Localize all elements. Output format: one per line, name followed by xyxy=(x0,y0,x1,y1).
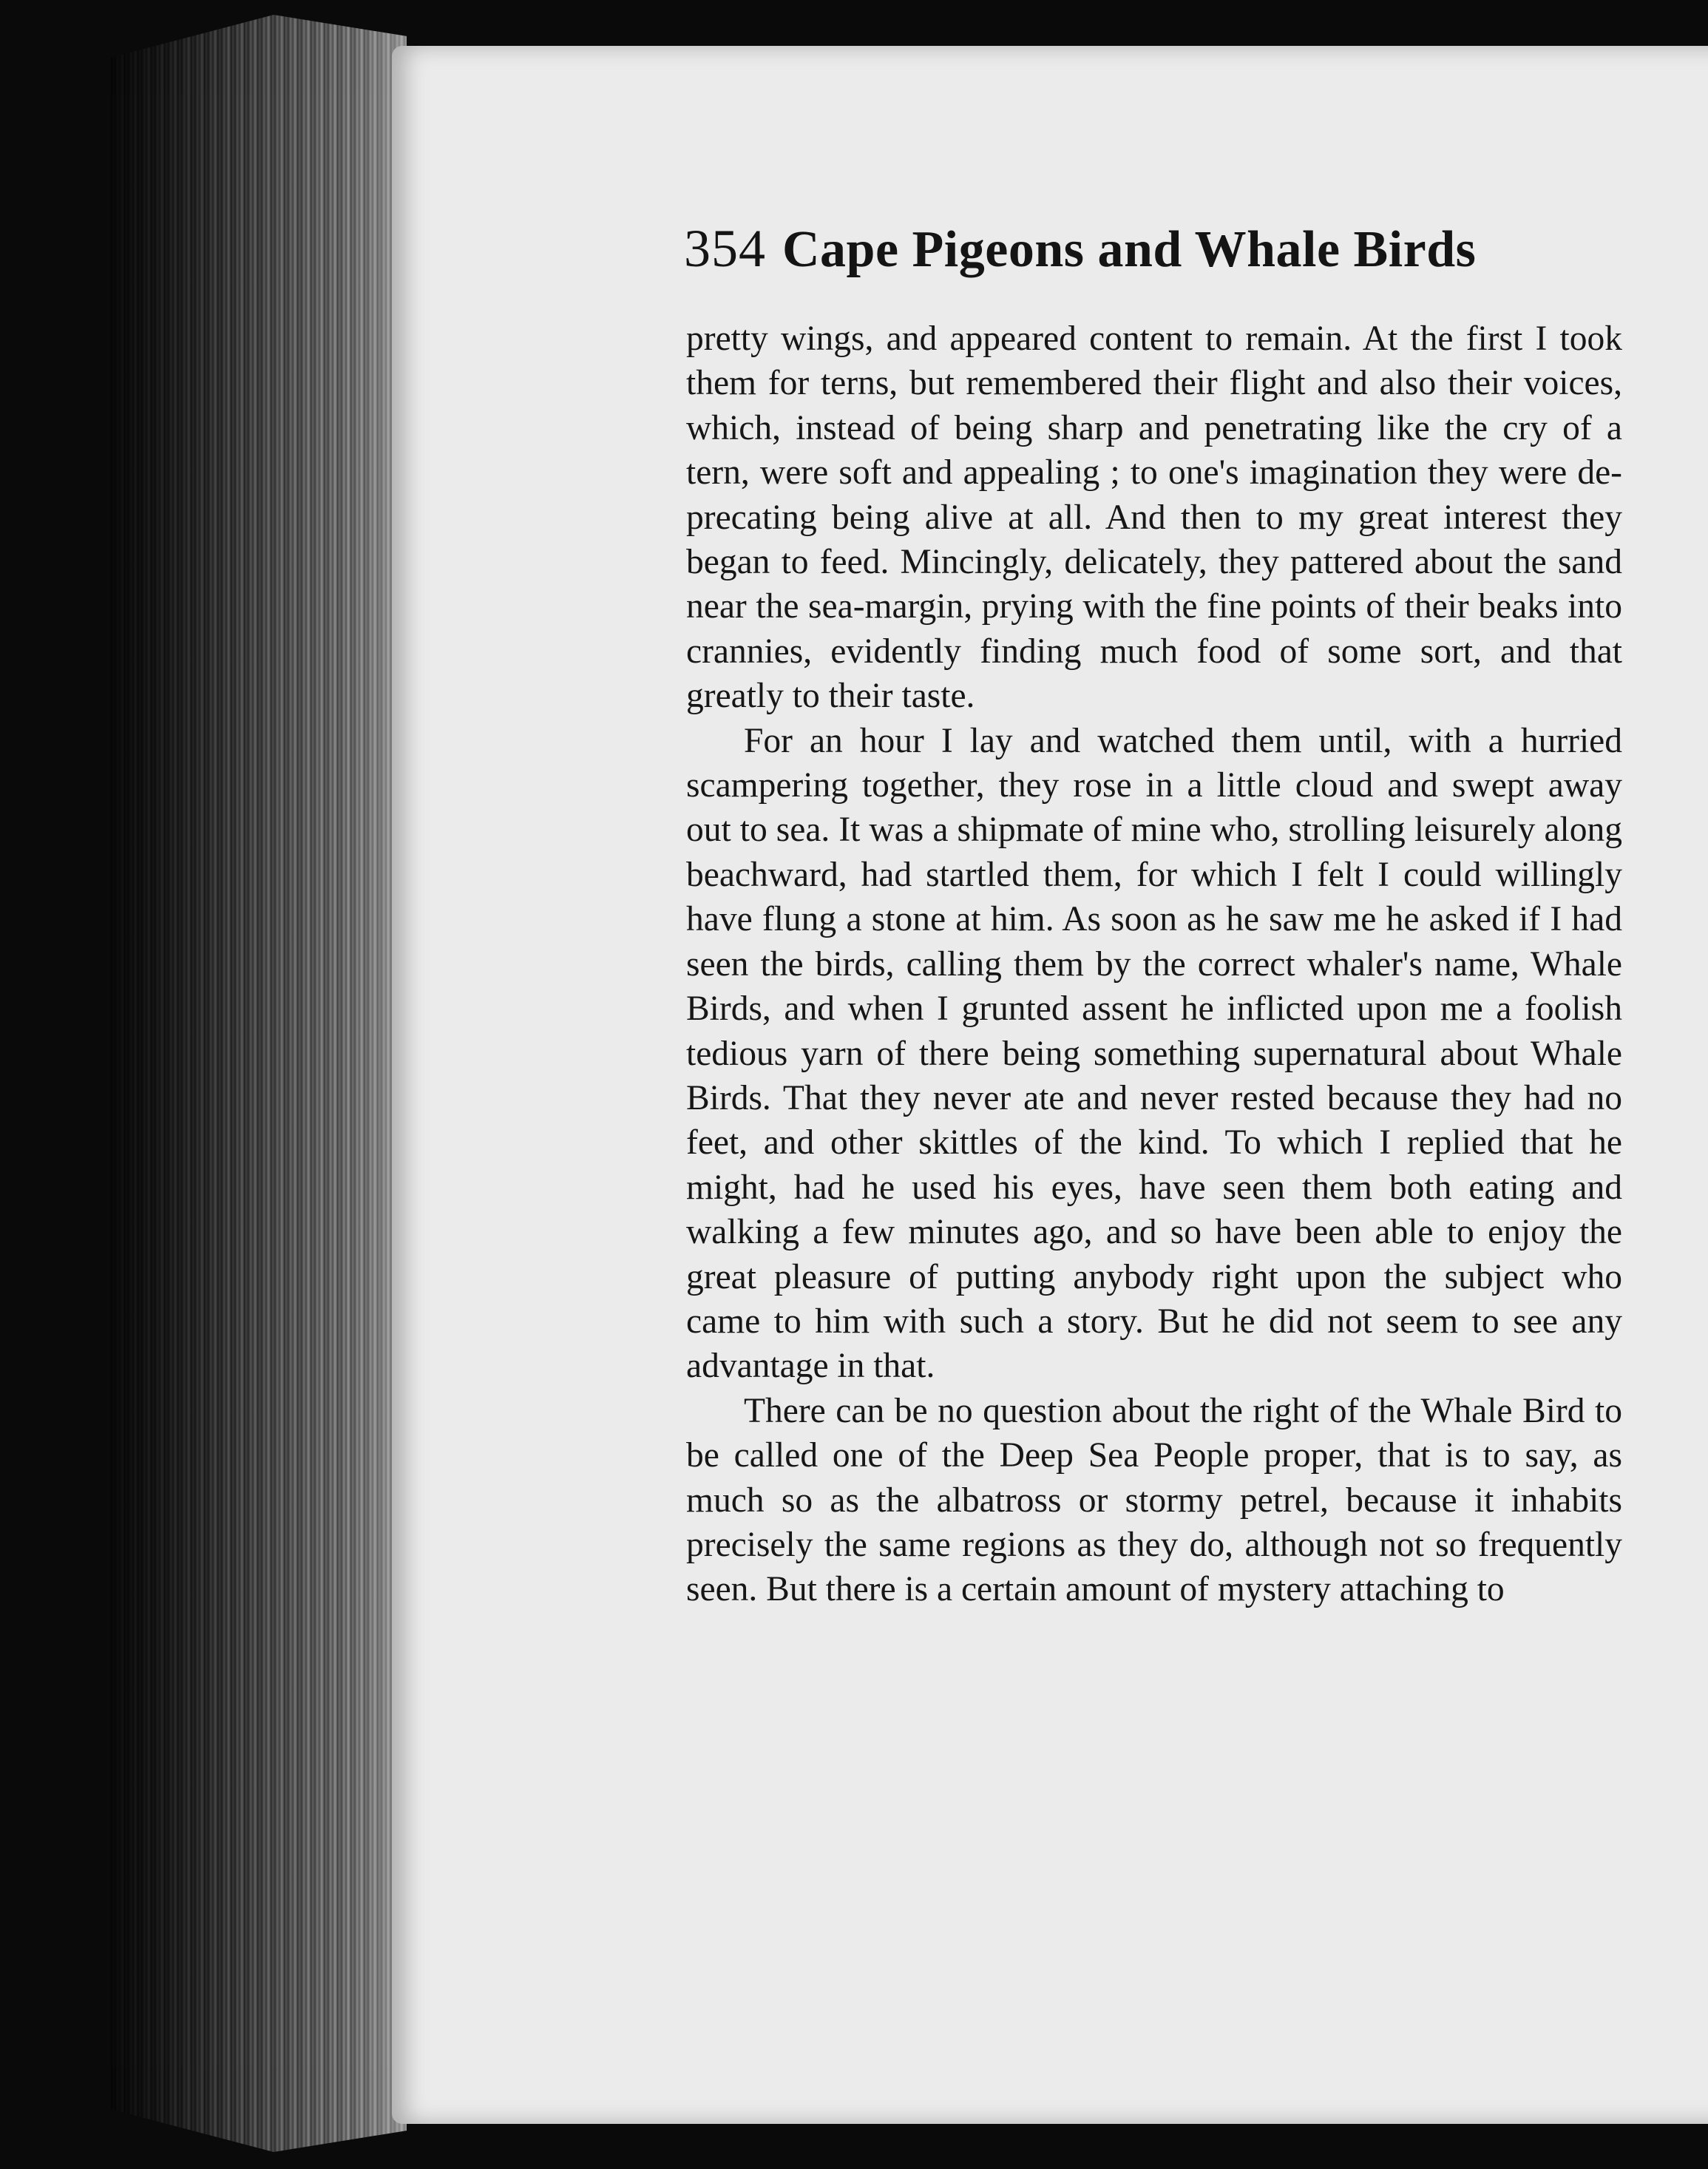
book-page-edges xyxy=(111,15,407,2152)
page-header xyxy=(684,218,1630,300)
page-number: 354 xyxy=(684,219,766,278)
paragraph-2: For an hour I lay and watched them until, with a hurried scampering together, they rose in a little cloud and swept away out to sea. It was a shipmate of mine who, strolling leisurely along beachward, had startled them, for which I felt I could willingly have flung a stone at him. As soon as he saw me he asked if I had seen the birds, calling them by the correct whaler's name, Whale Birds, and when I grunted assent he inflicted upon me a foolish tedious yarn of there being something supernatural about Whale Birds. That they never ate and never rested because they had no feet, and other skittles of the kind. To which I replied that he might, had he used his eyes, have seen them both eating and walking a few minutes ago, and so have been able to enjoy the great pleasure of putting anybody right upon the subject who came to him with such a story. But he did not seem to see any advantage in that. xyxy=(686,721,1622,1386)
paragraph-3: There can be no question about the right of the Whale Bird to be called one of the Deep Sea People proper, that is to say, as much so as the albatross or stormy petrel, because it inhabits precisely the same regions as they do, although not so frequently seen. But there is a certain amount of mystery attaching to xyxy=(686,1391,1622,1609)
running-title: Cape Pigeons and Whale Birds xyxy=(782,221,1477,278)
paragraph-1: pretty wings, and appeared content to remain. At the first I took them for terns, but remembered their flight and also their voices, which, instead of being sharp and penetrating like the cry of a tern, were soft and appealing ; to one's imagination they were de-precating being alive at all. And then to my great interest they began to feed. Mincingly, delicately, they pattered about the sand near the sea-margin, prying with the fine points of their beaks into crannies, evidently finding much food of some sort, and that greatly to their taste. xyxy=(686,319,1622,716)
body-text xyxy=(686,317,1622,1612)
